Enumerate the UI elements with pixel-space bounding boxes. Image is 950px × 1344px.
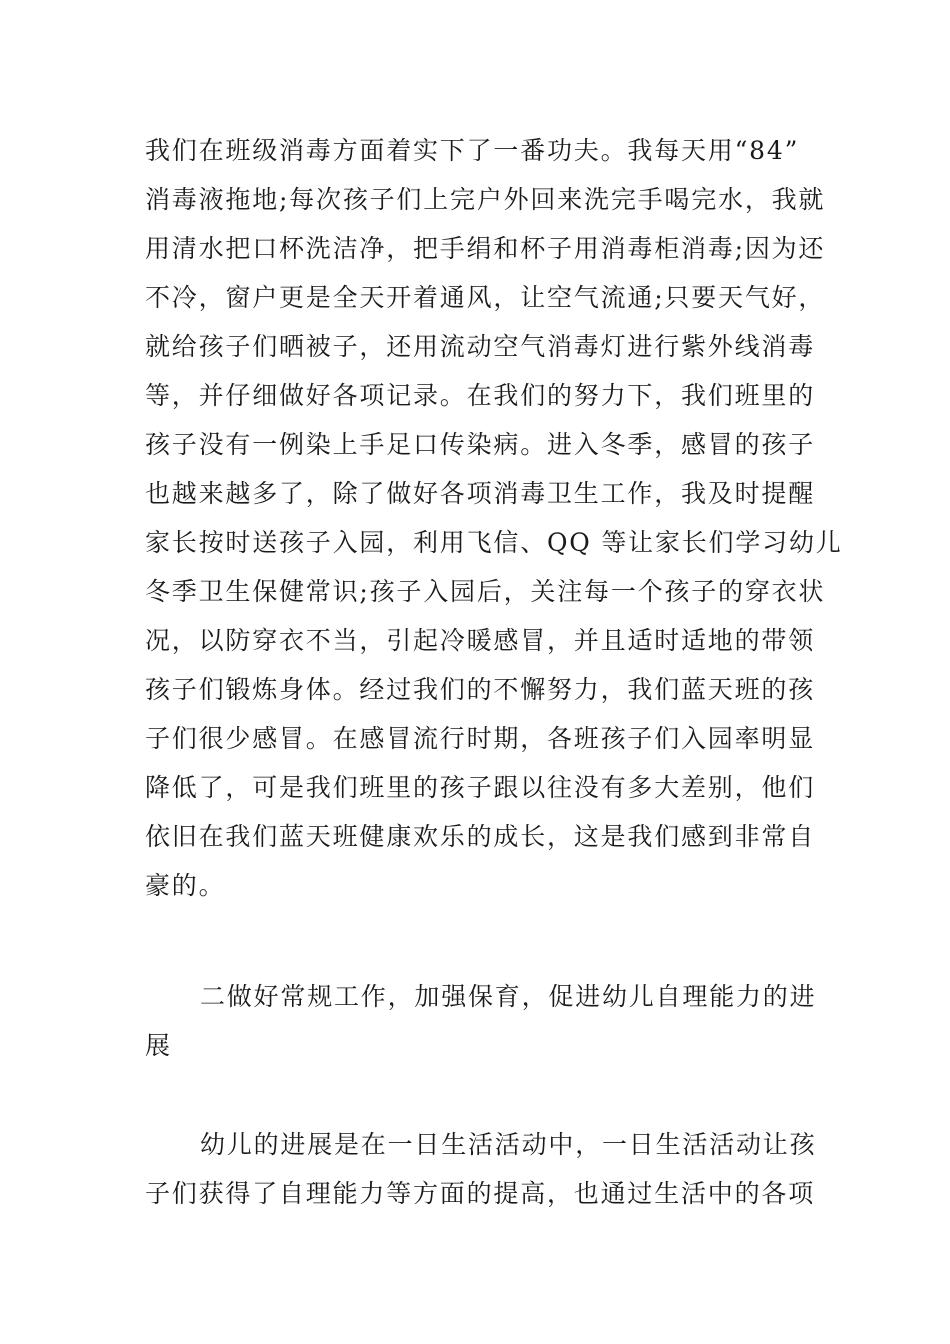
text-line: 消毒液拖地;每次孩子们上完户外回来洗完手喝完水，我就	[145, 185, 826, 214]
heading-line: 二做好常规工作，加强保育，促进幼儿自理能力的进	[200, 982, 817, 1011]
text-line: 子们很少感冒。在感冒流行时期，各班孩子们入园率明显	[145, 724, 816, 753]
heading-line: 展	[145, 1031, 172, 1060]
text-line: 孩子们锻炼身体。经过我们的不懈努力，我们蓝天班的孩	[145, 675, 816, 704]
text-line: 不冷，窗户更是全天开着通风，让空气流通;只要天气好，	[145, 283, 826, 312]
text-line: 子们获得了自理能力等方面的提高，也通过生活中的各项	[145, 1179, 816, 1208]
text-line: 等，并仔细做好各项记录。在我们的努力下，我们班里的	[145, 381, 816, 410]
text-line: 用清水把口杯洗洁净，把手绢和杯子用消毒柜消毒;因为还	[145, 234, 826, 263]
text-line: 降低了，可是我们班里的孩子跟以往没有多大差别，他们	[145, 773, 816, 802]
text-line: 孩子没有一例染上手足口传染病。进入冬季，感冒的孩子	[145, 430, 816, 459]
text-line: 就给孩子们晒被子，还用流动空气消毒灯进行紫外线消毒	[145, 332, 816, 361]
section-heading	[145, 972, 817, 1070]
text-line: 依旧在我们蓝天班健康欢乐的成长，这是我们感到非常自	[145, 822, 816, 851]
text-line: 也越来越多了，除了做好各项消毒卫生工作，我及时提醒	[145, 479, 816, 508]
text-line: 幼儿的进展是在一日生活活动中，一日生活活动让孩	[200, 1130, 817, 1159]
paragraph-disinfection	[145, 126, 843, 910]
text-line: 况，以防穿衣不当，引起冷暖感冒，并且适时适地的带领	[145, 626, 816, 655]
paragraph-self-care	[145, 1120, 817, 1218]
text-line: 家长按时送孩子入园，利用飞信、QQ 等让家长们学习幼儿	[145, 528, 843, 557]
text-line: 冬季卫生保健常识;孩子入园后，关注每一个孩子的穿衣状	[145, 577, 826, 606]
text-line: 我们在班级消毒方面着实下了一番功夫。我每天用“84”	[145, 136, 800, 165]
text-line: 豪的。	[145, 871, 226, 900]
